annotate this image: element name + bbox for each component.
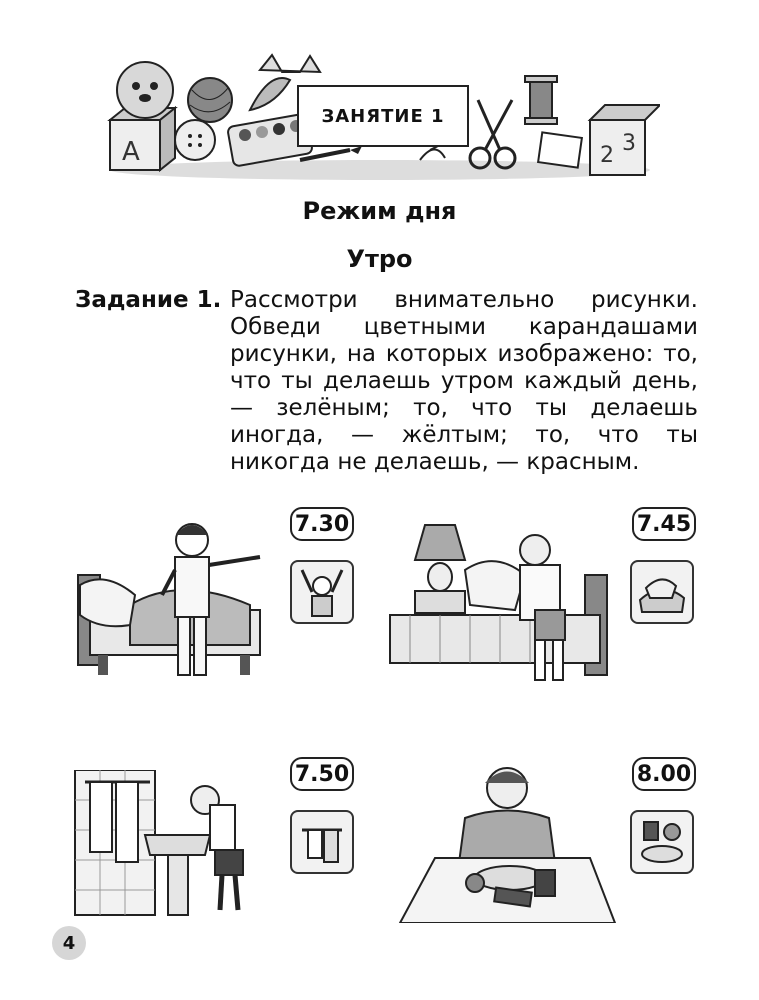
time-badge-3: 7.50	[290, 757, 354, 791]
task-label: Задание 1.	[75, 287, 222, 313]
yarn-ball-icon	[188, 78, 232, 122]
scene-thumbnail-3[interactable]	[290, 810, 354, 874]
cat-mask-icon	[260, 55, 320, 72]
thread-spool-icon	[525, 76, 557, 124]
buttons-icon	[175, 120, 215, 160]
scissors-icon	[470, 100, 515, 168]
breakfast-icon	[632, 812, 692, 872]
pillow-icon	[632, 562, 692, 622]
toy-dog-icon	[117, 62, 173, 118]
page-title: Режим дня	[302, 197, 457, 225]
svg-text:3: 3	[622, 131, 636, 156]
lesson-label: ЗАНЯТИЕ 1	[297, 85, 469, 147]
number-block-icon	[538, 105, 660, 175]
time-badge-2: 7.45	[632, 507, 696, 541]
scene-boy-making-bed[interactable]	[385, 515, 615, 690]
time-badge-1: 7.30	[290, 507, 354, 541]
page-number: 4	[52, 926, 86, 960]
task-instructions: Рассмотри внимательно рисунки. Обведи цветными карандашами рисунки, на которых изображено: то, что ты делаешь утром каждый день, — зелёным; то, что ты делаешь иногда, — жёлтым; то, что ты никогда не делаешь, — красным.	[230, 287, 698, 475]
svg-text:2: 2	[600, 143, 614, 168]
scene-thumbnail-2[interactable]	[630, 560, 694, 624]
scene-thumbnail-4[interactable]	[630, 810, 694, 874]
boy-stretching-icon	[292, 562, 352, 622]
scene-boy-washing[interactable]	[70, 770, 285, 920]
section-subtitle: Утро	[346, 245, 413, 273]
scene-boy-waking-up[interactable]	[70, 515, 270, 690]
svg-text:A: A	[122, 137, 140, 167]
leaf-sprig-icon	[420, 145, 445, 160]
towel-icon	[292, 812, 352, 872]
scene-girl-breakfast[interactable]	[395, 758, 620, 923]
time-badge-4: 8.00	[632, 757, 696, 791]
scene-thumbnail-1[interactable]	[290, 560, 354, 624]
